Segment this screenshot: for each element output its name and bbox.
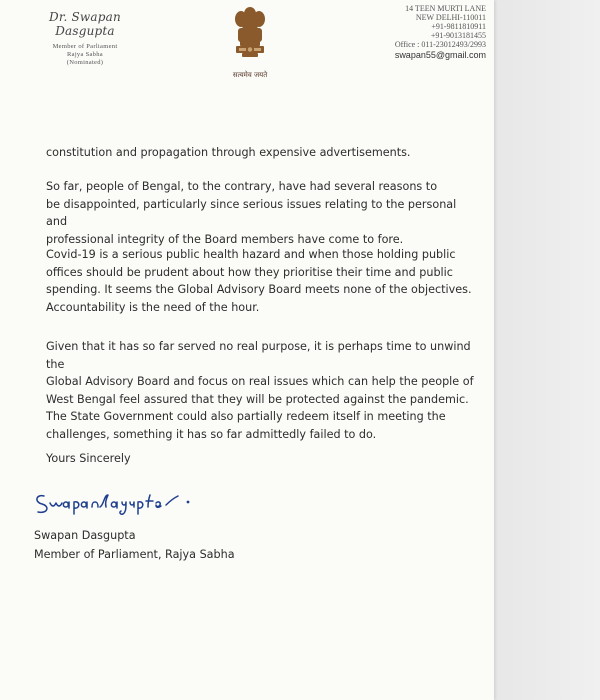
letterhead-name: Dr. Swapan Dasgupta xyxy=(49,10,121,38)
text-line: be disappointed, particularly since serious issues relating to the personal and xyxy=(46,197,457,229)
text-line: professional integrity of the Board members have come to fore. xyxy=(46,232,404,246)
paragraph xyxy=(46,144,410,162)
text-line: spending. It seems the Global Advisory Board meets none of the objectives. xyxy=(46,283,472,297)
text-line: Given that it has so far served no real purpose, it is perhaps time to unwind the xyxy=(46,340,471,371)
address-line: NEW DELHI-110011 xyxy=(415,13,486,22)
paragraph xyxy=(46,338,476,444)
background-margin xyxy=(494,0,600,700)
letterhead-title-line: Rajya Sabha xyxy=(67,51,103,58)
letterhead-title-line: (Nominated) xyxy=(66,59,104,66)
handwritten-signature xyxy=(30,488,230,520)
text-line: Accountability is the need of the hour. xyxy=(46,300,260,314)
office-phone-line: Office : 011-23012493/2993 xyxy=(394,40,486,49)
paragraph xyxy=(46,246,472,316)
text-line: challenges, something it has so far admittedly failed to do. xyxy=(46,427,377,441)
phone-line: +91-9013181455 xyxy=(430,31,486,40)
text-line: Covid-19 is a serious public health hazard and when those holding public xyxy=(46,248,456,261)
text-line: Global Advisory Board and focus on real issues which can help the people of xyxy=(46,375,474,389)
text-line: constitution and propagation through expensive advertisements. xyxy=(46,146,411,159)
signer-name: Swapan Dasgupta xyxy=(34,529,136,542)
phone-line: +91-9811810911 xyxy=(431,22,486,31)
letterhead-title-line: Member of Parliament xyxy=(52,43,118,50)
text-line: offices should be prudent about how they prioritise their time and public xyxy=(46,265,453,279)
signer-title: Member of Parliament, Rajya Sabha xyxy=(34,548,235,561)
text-line: West Bengal feel assured that they will be protected against the pandemic. xyxy=(46,392,469,406)
text-line: The State Government could also partially redeem itself in meeting the xyxy=(46,410,446,424)
text-line: So far, people of Bengal, to the contrary, have had several reasons to xyxy=(46,180,438,193)
letterhead-left xyxy=(20,10,150,67)
email-address: swapan55@gmail.com xyxy=(394,50,486,60)
emblem-motto: सत्यमेव जयते xyxy=(232,71,268,79)
letterhead-emblem xyxy=(222,4,278,80)
national-emblem-icon xyxy=(230,4,270,70)
closing-salutation: Yours Sincerely xyxy=(46,452,131,465)
letterhead-right xyxy=(346,4,486,60)
address-line: 14 TEEN MURTI LANE xyxy=(405,4,486,13)
paragraph xyxy=(46,178,476,248)
